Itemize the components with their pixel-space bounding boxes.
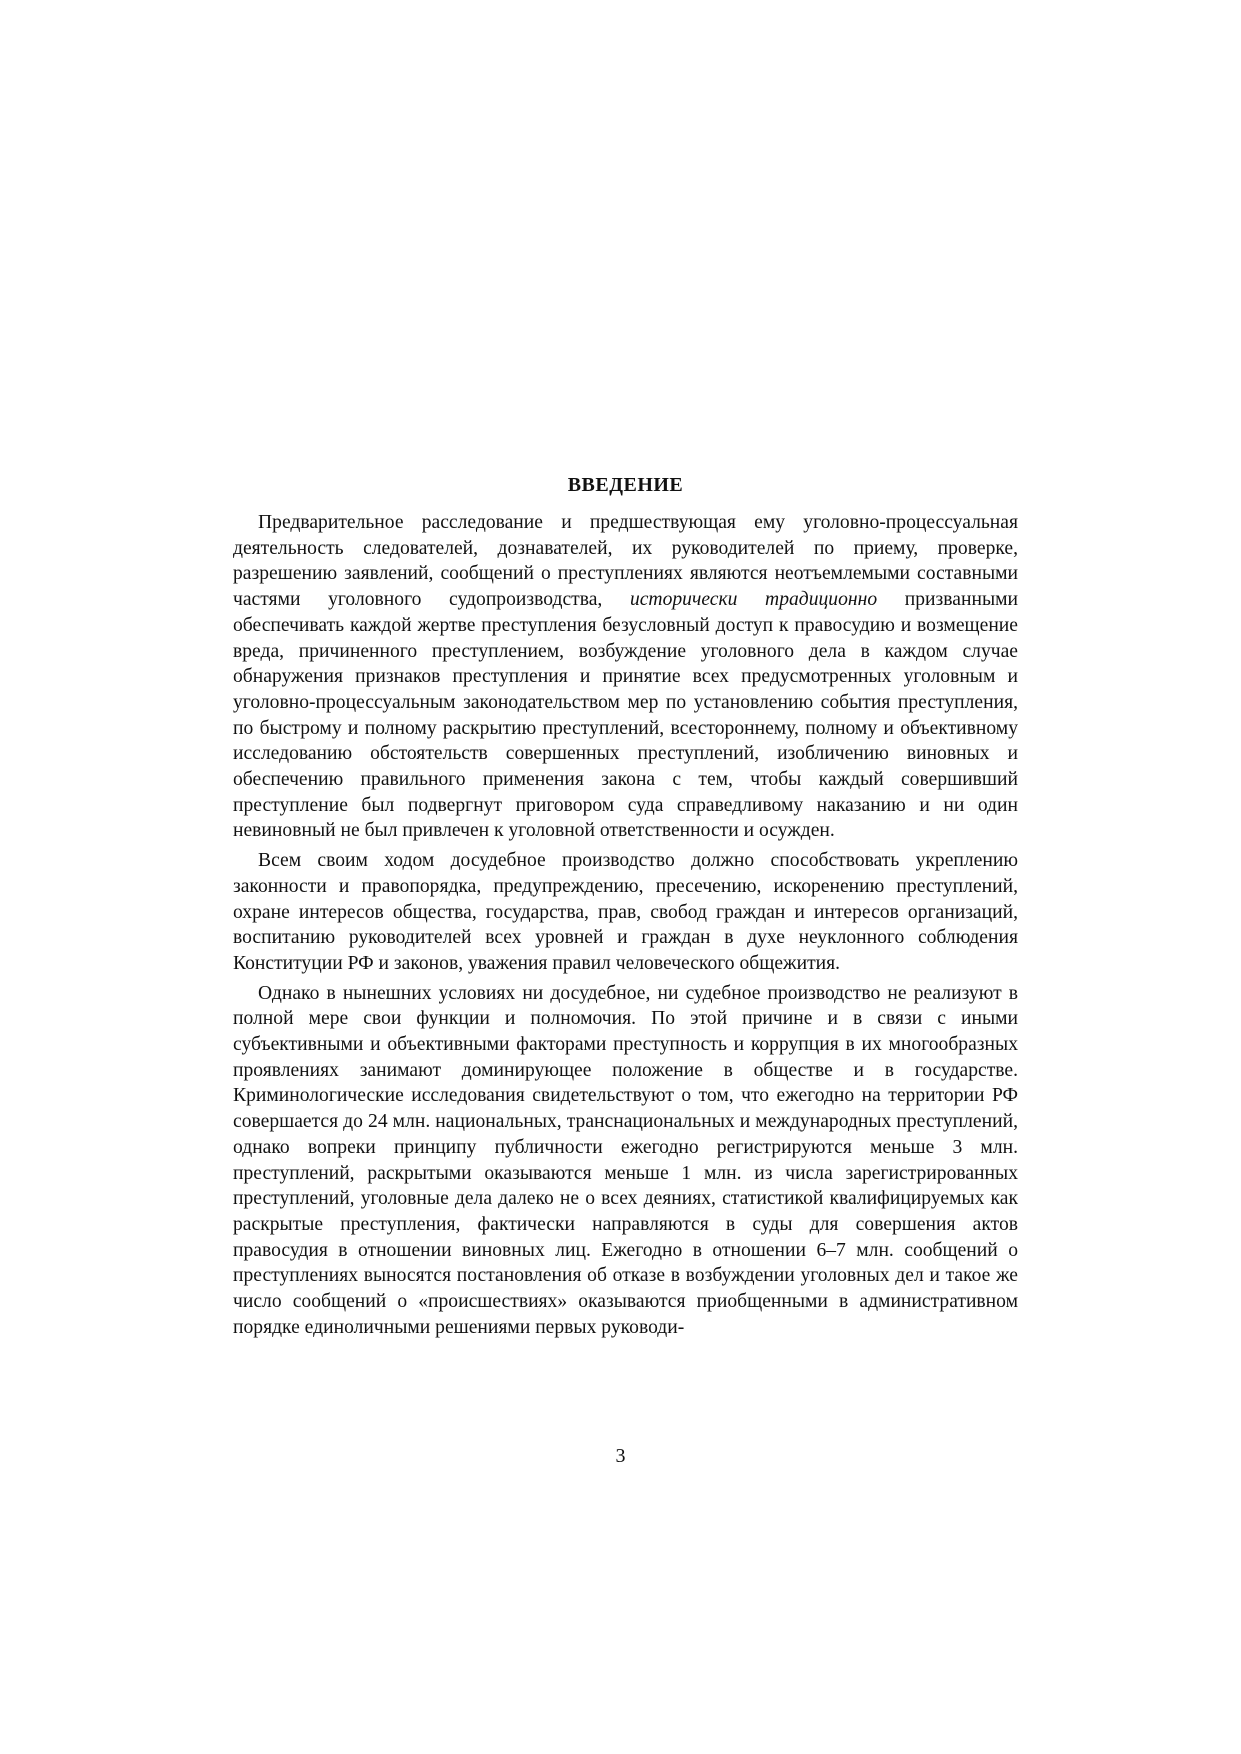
paragraph-intro-text-start: Предварительное расследование и предшествующая ему уголовно-процессуальная деятельность следователей, дознавателей, их руководителей по приему, проверке, разрешению заявлений, сообщений о преступлениях являются неотъемлемыми составными частями уголовного судопроизводства, xyxy=(233,512,1018,611)
page-number: 3 xyxy=(615,1445,626,1467)
paragraph-intro-italic-phrase: исторически традиционно xyxy=(629,589,878,611)
document-page xyxy=(233,470,1018,1341)
section-title: ВВЕДЕНИЕ xyxy=(567,474,684,496)
paragraph-intro xyxy=(233,510,1018,844)
paragraph-current-state: Однако в нынешних условиях ни досудебное, ни судебное производство не реализуют в полной мере свои функции и полномочия. По этой причине и в связи с иными субъективными и объективными факторами преступность и коррупция в их многообразных проявлениях занимают доминирующее положение в обществе и в государстве. Криминологические исследования свидетельствуют о том, что ежегодно на территории РФ совершается до 24 млн. национальных, транснациональных и международных преступлений, однако вопреки принципу публичности ежегодно регистрируются меньше 3 млн. преступлений, раскрытыми оказываются меньше 1 млн. из числа зарегистрированных преступлений, уголовные дела далеко не о всех деяниях, статистикой квалифицируемых как раскрытые преступления, фактически направляются в суды для совершения актов правосудия в отношении виновных лиц. Ежегодно в отношении 6–7 млн. сообщений о преступлениях выносятся постановления об отказе в возбуждении уголовных дел и такое же число сообщений о «происшествиях» оказываются приобщенными в административном порядке единоличными решениями первых руководи- xyxy=(233,982,1018,1338)
paragraph-intro-text-end: призванными обеспечивать каждой жертве преступления безусловный доступ к правосудию и возмещение вреда, причиненного преступлением, возбуждение уголовного дела в каждом случае обнаружения признаков преступления и принятие всех предусмотренных уголовным и уголовно-процессуальным законодательством мер по установлению события преступления, по быстрому и полному раскрытию преступлений, всестороннему, полному и объективному исследованию обстоятельств совершенных преступлений, изобличению виновных и обеспечению правильного применения закона с тем, чтобы каждый совершивший преступление был подвергнут приговором суда справедливому наказанию и ни один невиновный не был привлечен к уголовной ответственности и осужден. xyxy=(233,589,1018,842)
paragraph-purpose: Всем своим ходом досудебное производство должно способствовать укреплению законности и правопорядка, предупреждению, пресечению, искоренению преступлений, охране интересов общества, государства, прав, свобод граждан и интересов организаций, воспитанию руководителей всех уровней и граждан в духе неуклонного соблюдения Конституции РФ и законов, уважения правил человеческого общежития. xyxy=(233,850,1018,974)
